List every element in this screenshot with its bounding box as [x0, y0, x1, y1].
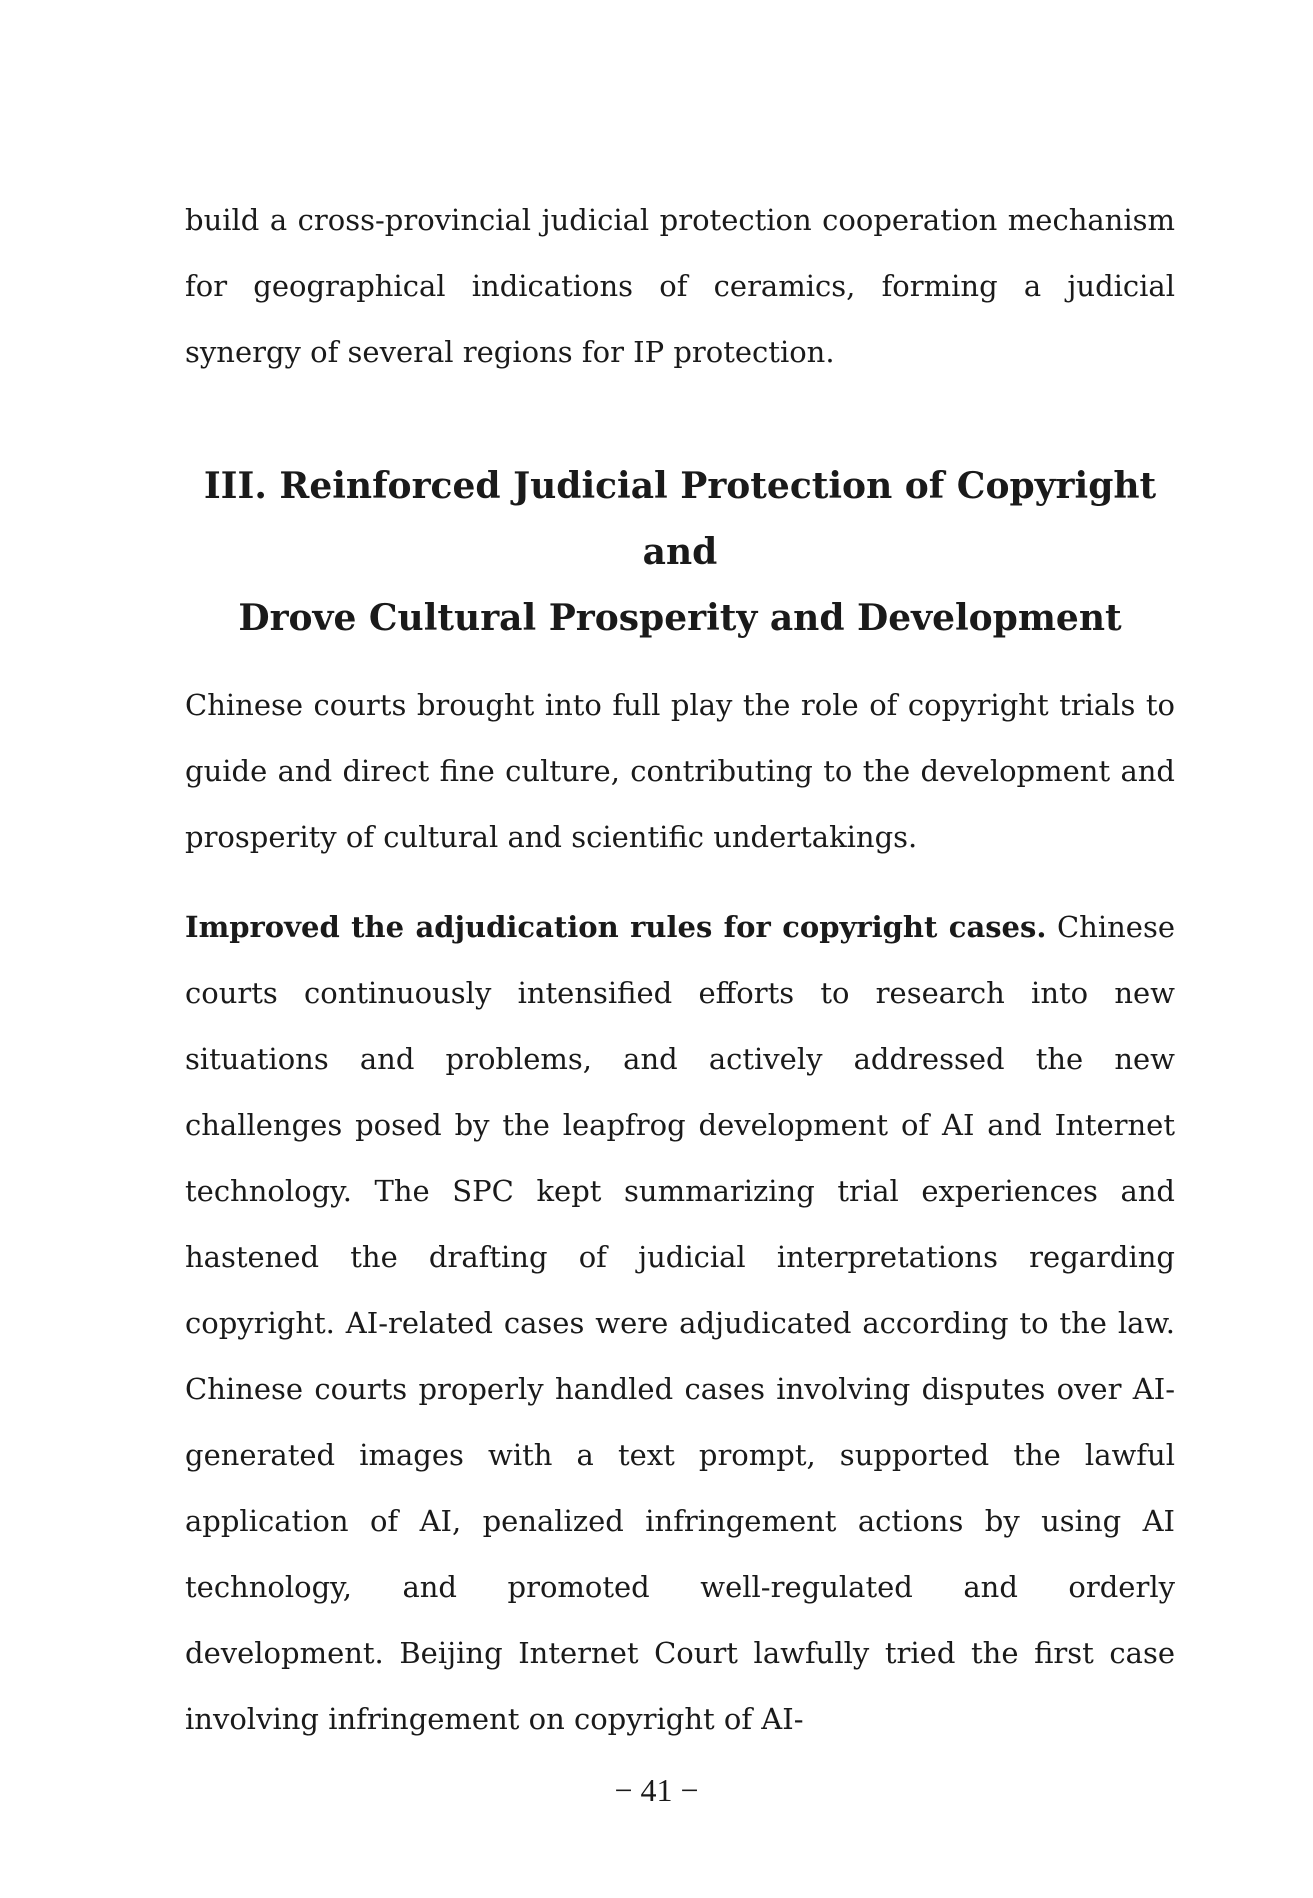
section-heading	[185, 453, 1175, 651]
paragraph-continuation: build a cross-provincial judicial protection cooperation mechanism for geographical indications of ceramics, forming a judicial synergy of several regions for IP protection.	[185, 203, 1175, 369]
paragraph-intro: Chinese courts brought into full play the role of copyright trials to guide and direct fine culture, contributing to the development and prosperity of cultural and scientific undertakings.	[185, 688, 1175, 854]
section-heading-line-1: III. Reinforced Judicial Protection of Copyright and	[203, 465, 1157, 573]
section-heading-line-2: Drove Cultural Prosperity and Development	[238, 597, 1122, 639]
paragraph-adjudication	[185, 894, 1175, 1752]
paragraph-lead-sentence: Improved the adjudication rules for copyright cases.	[185, 910, 1047, 944]
page-number: − 41 −	[614, 1772, 699, 1808]
paragraph-body-text: Chinese courts continuously intensified efforts to research into new situations and problems, and actively addressed the new challenges posed by the leapfrog development of AI and Internet technology. The SPC kept summarizing trial experiences and hastened the drafting of judicial interpretations regarding copyright. AI-related cases were adjudicated according to the law. Chinese courts properly handled cases involving disputes over AI-generated images with a text prompt, supported the lawful application of AI, penalized infringement actions by using AI technology, and promoted well-regulated and orderly development. Beijing Internet Court lawfully tried the first case involving infringement on copyright of AI-	[185, 910, 1175, 1736]
